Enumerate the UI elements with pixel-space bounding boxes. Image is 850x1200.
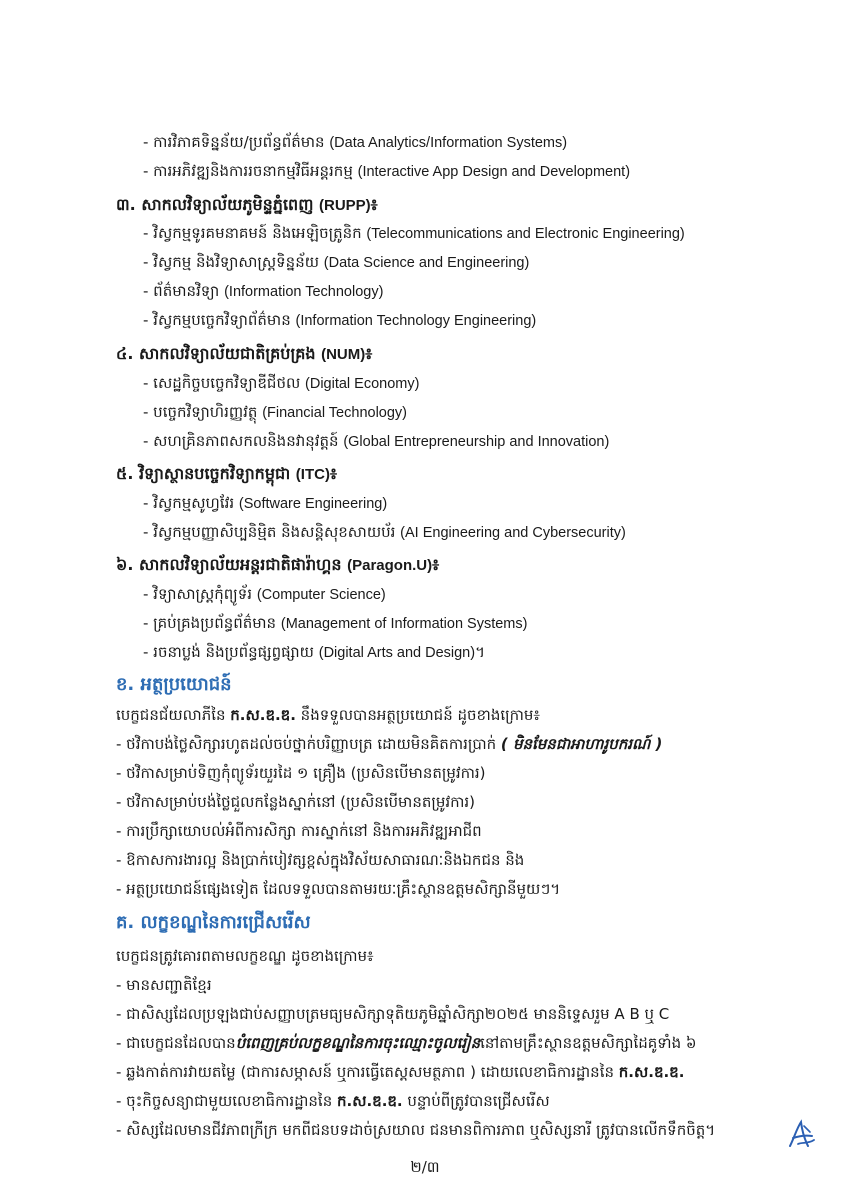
program-kh: - បច្ចេកវិទ្យាហិរញ្ញវត្ថុ — [143, 403, 263, 421]
program-kh: - វិស្វកម្មសូហ្វវែរ — [143, 494, 239, 512]
program-en: (Global Entrepreneurship and Innovation) — [343, 434, 610, 450]
university-heading-num — [116, 343, 372, 366]
criteria-item: - សិស្សដែលមានជីវភាពក្រីក្រ មកពីជនបទដាច់ស្រយាល ជនមានពិការភាព ឬសិស្សនារី ត្រូវបានលើកទឹកចិត្ត។ — [116, 1121, 716, 1139]
criteria-text: - ជាបេក្ខជនដែលបាន — [116, 1034, 236, 1052]
program-end: ។ — [475, 643, 485, 661]
program-kh: - វិស្វកម្មទូរគមនាគមន៍ និងអេឡិចត្រូនិក — [143, 224, 367, 242]
program-en: (Computer Science) — [256, 587, 386, 603]
program-en: (Data Analytics/Information Systems) — [329, 135, 568, 151]
program-item — [143, 492, 387, 515]
benefit-text: - ថវិកាបង់ថ្លៃសិក្សារហូតដល់ចប់ថ្នាក់បរិញ្ញាបត្រ ដោយមិនគិតការប្រាក់ — [116, 735, 501, 753]
heading-kh: ៦. សាកលវិទ្យាល័យអន្តរជាតិផារ៉ាហ្គន — [116, 555, 348, 574]
program-en: (Digital Economy) — [305, 376, 420, 392]
org-acronym: ក.ស.ឌ.ឌ. — [230, 706, 296, 724]
program-item — [143, 583, 386, 606]
program-en: (Financial Technology) — [262, 405, 407, 421]
heading-en: (ITC) — [295, 466, 330, 483]
benefit-item: - ថវិកាសម្រាប់បង់ថ្លៃជួលកន្លែងស្នាក់នៅ (ប្រសិនបើមានតម្រូវការ) — [116, 793, 476, 811]
page-number: ២/៣ — [410, 1158, 440, 1176]
program-en: (Information Technology) — [224, 284, 384, 300]
program-item — [143, 430, 609, 453]
university-heading-paragon — [116, 554, 439, 577]
program-kh: - វិស្វកម្ម និងវិទ្យាសាស្ត្រទិន្នន័យ — [143, 253, 324, 271]
program-kh: - ការវិភាគទិន្នន័យ/ប្រព័ន្ធព័ត៌មាន — [143, 133, 330, 151]
criteria-emphasis: បំពេញគ្រប់លក្ខខណ្ឌនៃការចុះឈ្មោះចូលរៀន — [235, 1034, 481, 1052]
criteria-item — [116, 1032, 696, 1054]
program-item — [143, 131, 567, 154]
criteria-text: នៅតាមគ្រឹះស្ថានឧត្តមសិក្សាដៃគូទាំង ៦ — [480, 1034, 697, 1052]
program-item — [143, 521, 626, 544]
criteria-item — [116, 1061, 684, 1083]
criteria-item — [116, 1090, 550, 1112]
program-en: (Interactive App Design and Development) — [357, 164, 631, 180]
criteria-text: - ចុះកិច្ចសន្យាជាមួយលេខាធិការដ្ឋាននៃ — [116, 1092, 337, 1110]
program-kh: - វិស្វកម្មបញ្ញាសិប្បនិម្មិត និងសន្តិសុខសាយប័រ — [143, 523, 401, 541]
heading-kh: ៣. សាកលវិទ្យាល័យភូមិន្ទភ្នំពេញ — [116, 195, 319, 214]
criteria-text: បន្ទាប់ពីត្រូវបានជ្រើសរើស — [402, 1092, 550, 1110]
benefit-item — [116, 733, 662, 755]
program-en: (Telecommunications and Electronic Engineering) — [366, 226, 685, 242]
program-item — [143, 251, 529, 274]
intro-text: នឹងទទួលបានអត្ថប្រយោជន៍ ដូចខាងក្រោម៖ — [295, 706, 540, 724]
heading-en: (Paragon.U) — [347, 557, 433, 574]
program-en: (Management of Information Systems) — [280, 616, 528, 632]
criteria-item: - មានសញ្ជាតិខ្មែរ — [116, 976, 212, 994]
heading-end: ៖ — [329, 464, 337, 483]
heading-end: ៖ — [370, 195, 378, 214]
university-heading-rupp — [116, 194, 378, 217]
heading-kh: ៤. សាកលវិទ្យាល័យជាតិគ្រប់គ្រង — [116, 344, 322, 363]
program-en: (Information Technology Engineering) — [295, 313, 537, 329]
program-en: (Digital Arts and Design) — [318, 645, 476, 661]
heading-en: (NUM) — [321, 346, 366, 363]
heading-end: ៖ — [365, 344, 373, 363]
program-kh: - ព័ត៌មានវិទ្យា — [143, 282, 225, 300]
program-kh: - ការអភិវឌ្ឍនិងការរចនាកម្មវិធីអន្តរកម្ម — [143, 162, 358, 180]
criteria-text: - ឆ្លងកាត់ការវាយតម្លៃ (ជាការសម្ភាសន៍ ឬការធ្វើតេស្តសមត្ថភាព ) ដោយលេខាធិការដ្ឋាននៃ — [116, 1063, 619, 1081]
program-kh: - សហគ្រិនភាពសកលនិងនវានុវត្តន៍ — [143, 432, 344, 450]
program-item — [143, 160, 630, 183]
program-kh: - រចនាប្លង់ និងប្រព័ន្ធផ្សព្វផ្សាយ — [143, 643, 319, 661]
benefits-intro — [116, 704, 540, 726]
program-item — [143, 612, 527, 635]
program-item — [143, 641, 485, 664]
program-item — [143, 372, 419, 395]
program-kh: - វិទ្យាសាស្ត្រកុំព្យូទ័រ — [143, 585, 257, 603]
university-heading-itc — [116, 463, 337, 486]
program-item — [143, 309, 536, 332]
criteria-intro: បេក្ខជនត្រូវគោរពតាមលក្ខខណ្ឌ ដូចខាងក្រោម៖ — [116, 947, 374, 965]
signature-initials — [784, 1118, 818, 1152]
program-item — [143, 280, 383, 303]
section-heading-benefits: ខ. អត្ថប្រយោជន៍ — [116, 674, 232, 695]
program-kh: - វិស្វកម្មបច្ចេកវិទ្យាព័ត៌មាន — [143, 311, 296, 329]
criteria-item: - ជាសិស្សដែលប្រឡងជាប់សញ្ញាបត្រមធ្យមសិក្សាទុតិយភូមិឆ្នាំសិក្សា២០២៥ មាននិទ្ទេសរួម A B ឬ C — [116, 1005, 670, 1023]
program-kh: - គ្រប់គ្រងប្រព័ន្ធព័ត៌មាន — [143, 614, 281, 632]
intro-text: បេក្ខជនជ័យលាភីនៃ — [116, 706, 231, 724]
benefit-note: ( មិនមែនជាអាហារូបករណ៍ ) — [500, 735, 663, 753]
org-acronym: ក.ស.ឌ.ឌ. — [618, 1063, 685, 1081]
heading-kh: ៥. វិទ្យាស្ថានបច្ចេកវិទ្យាកម្ពុជា — [116, 464, 296, 483]
program-en: (AI Engineering and Cybersecurity) — [400, 525, 626, 541]
benefit-item: - អត្ថប្រយោជន៍ផ្សេងទៀត ដែលទទួលបានតាមរយៈគ្រឹះស្ថានឧត្តមសិក្សានីមួយៗ។ — [116, 880, 561, 898]
program-en: (Software Engineering) — [238, 496, 388, 512]
heading-en: (RUPP) — [319, 197, 371, 214]
program-en: (Data Science and Engineering) — [323, 255, 530, 271]
heading-end: ៖ — [432, 555, 440, 574]
section-heading-criteria: គ. លក្ខខណ្ឌនៃការជ្រើសរើស — [116, 912, 311, 933]
benefit-item: - ការប្រឹក្សាយោបល់អំពីការសិក្សា ការស្នាក់នៅ និងការអភិវឌ្ឍអាជីព — [116, 822, 482, 840]
benefit-item: - ឱកាសការងារល្អ និងប្រាក់បៀវត្សខ្ពស់ក្នុងវិស័យសាធារណៈនិងឯកជន និង — [116, 851, 525, 869]
benefit-item: - ថវិកាសម្រាប់ទិញកុំព្យូទ័រយួរដៃ ១ គ្រឿង (ប្រសិនបើមានតម្រូវការ) — [116, 764, 486, 782]
program-item — [143, 401, 407, 424]
program-item — [143, 222, 685, 245]
org-acronym: ក.ស.ឌ.ឌ. — [336, 1092, 403, 1110]
program-kh: - សេដ្ឋកិច្ចបច្ចេកវិទ្យាឌីជីថល — [143, 374, 306, 392]
